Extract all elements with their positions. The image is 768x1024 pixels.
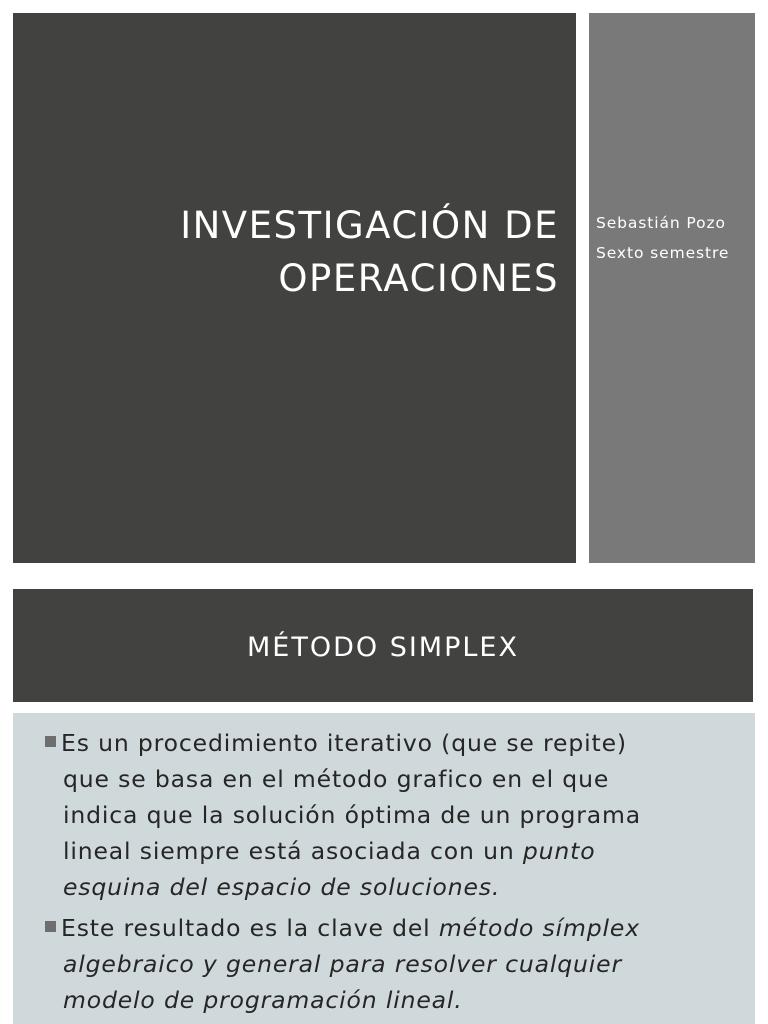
bullet-text: Es un procedimiento iterativo (que se repite) xyxy=(61,729,627,757)
section-header-panel xyxy=(13,589,753,702)
bullet-line xyxy=(45,833,725,869)
bullet-text: lineal siempre está asociada con un xyxy=(63,837,523,865)
bullet-item-1 xyxy=(45,725,725,905)
bullet-line xyxy=(45,725,725,761)
title-line-2: OPERACIONES xyxy=(278,257,559,300)
bullet-line xyxy=(45,982,725,1018)
presentation-title xyxy=(39,199,559,305)
bullet-text-italic: método símplex xyxy=(438,914,640,942)
presentation-subtitle xyxy=(596,208,756,268)
content-panel xyxy=(13,713,755,1024)
bullet-text-italic: modelo de programación lineal. xyxy=(63,986,463,1014)
bullet-text-italic: punto xyxy=(522,837,596,865)
bullet-text-italic: esquina del espacio de soluciones. xyxy=(63,873,501,901)
semester-label: Sexto semestre xyxy=(596,244,730,262)
bullet-line xyxy=(45,869,725,905)
bullet-line: que se basa en el método grafico en el que xyxy=(63,765,610,793)
bullet-text-italic: algebraico y general para resolver cualquier xyxy=(63,950,622,978)
square-bullet-icon xyxy=(45,736,56,747)
bullet-line xyxy=(45,910,725,946)
title-line-1: INVESTIGACIÓN DE xyxy=(180,204,559,247)
bullet-line xyxy=(45,946,725,982)
author-name: Sebastián Pozo xyxy=(596,214,726,232)
bullet-line: indica que la solución óptima de un programa xyxy=(63,801,642,829)
title-panel xyxy=(13,13,576,563)
bullet-text: Este resultado es la clave del xyxy=(61,914,439,942)
square-bullet-icon xyxy=(45,921,56,932)
bullet-item-2 xyxy=(45,910,725,1018)
section-heading: MÉTODO SIMPLEX xyxy=(246,632,519,663)
subtitle-panel xyxy=(589,13,755,563)
